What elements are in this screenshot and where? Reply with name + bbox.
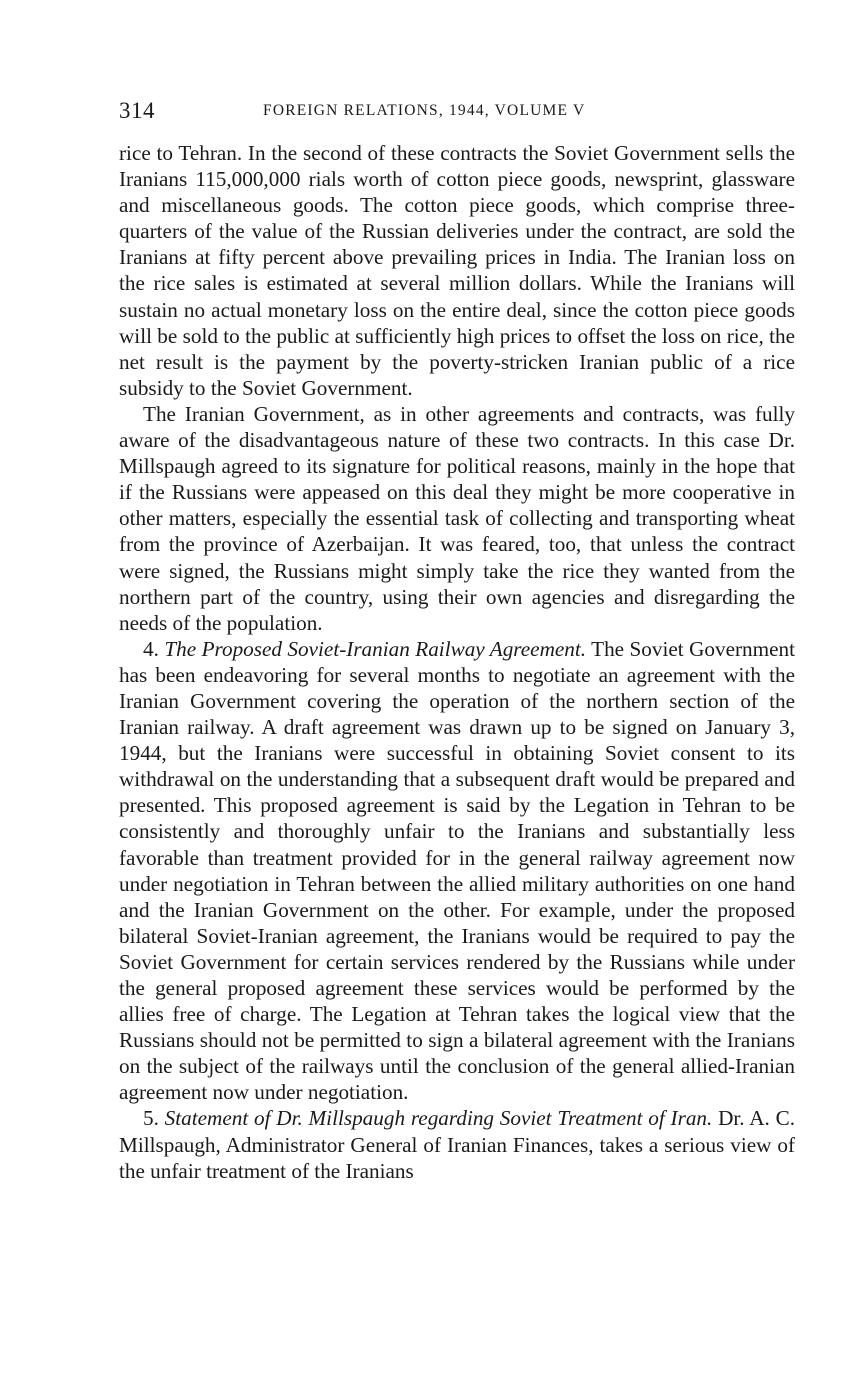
paragraph-text: The Iranian Government, as in other agreements and contracts, was fully aware of the disadvantageous nature of these two contracts. In this case Dr. Millspaugh agreed to its signature for political reasons, mainly in the hope that if the Russians were appeased on this deal they might be more cooperative in other matters, especially the essential task of collecting and transporting wheat from the province of Azerbaijan. It was feared, too, that unless the contract were signed, the Russians might simply take the rice they wanted from the northern part of the country, using their own agencies and disregarding the needs of the population. (119, 401, 795, 635)
paragraph-text: The Soviet Government has been endeavoring for several months to negotiate an agreement with the Iranian Government covering the operation of the northern section of the Iranian railway. A draft agreement was drawn up to be signed on January 3, 1944, but the Iranians were successful in obtaining Soviet consent to its withdrawal on the understanding that a subsequent draft would be prepared and presented. This proposed agreement is said by the Legation in Tehran to be consistently and thoroughly unfair to the Iranians and substantially less favorable than treatment provided for in the general railway agreement now under negotiation in Tehran between the allied military authorities on one hand and the Iranian Government on the other. For example, under the proposed bilateral Soviet-Iranian agreement, the Iranians would be required to pay the Soviet Government for certain services rendered by the Russians while under the general proposed agreement these services would be performed by the allies free of charge. The Legation at Tehran takes the logical view that the Russians should not be permitted to sign a bilateral agreement with the Iranians on the subject of the railways until the conclusion of the general allied-Iranian agreement now under negotiation. (119, 636, 796, 1105)
running-header (119, 96, 795, 130)
paragraph-rice-contracts (119, 140, 795, 401)
paragraph-text: Dr. A. C. Millspaugh, Administrator General of Iranian Finances, takes a serious view of the unfair treatment of the Iranians (119, 1106, 795, 1183)
paragraph-iranian-government (119, 401, 795, 636)
paragraph-railway-agreement (119, 636, 795, 1106)
body-text (119, 140, 795, 1184)
document-page (119, 96, 795, 1184)
paragraph-text: rice to Tehran. In the second of these contracts the Soviet Government sells the Iranians 115,000,000 rials worth of cotton piece goods, newsprint, glassware and miscellaneous goods. The cotton piece goods, which comprise three-quarters of the value of the Russian deliveries under the contract, are sold the Iranians at fifty percent above prevailing prices in India. The Iranian loss on the rice sales is estimated at several million dollars. While the Iranians will sustain no actual monetary loss on the entire deal, since the cotton piece goods will be sold to the public at sufficiently high prices to offset the loss on rice, the net result is the payment by the poverty-stricken Iranian public of a rice subsidy to the Soviet Government. (119, 141, 795, 400)
section-number: 5. (143, 1106, 159, 1131)
section-title: Statement of Dr. Millspaugh regarding Soviet Treatment of Iran. (164, 1106, 713, 1131)
page-number: 314 (119, 98, 155, 123)
section-number: 4. (143, 636, 159, 661)
paragraph-millspaugh-statement (119, 1105, 795, 1183)
section-title: The Proposed Soviet-Iranian Railway Agreement. (164, 636, 587, 661)
running-header-title: FOREIGN RELATIONS, 1944, VOLUME V (263, 102, 586, 119)
